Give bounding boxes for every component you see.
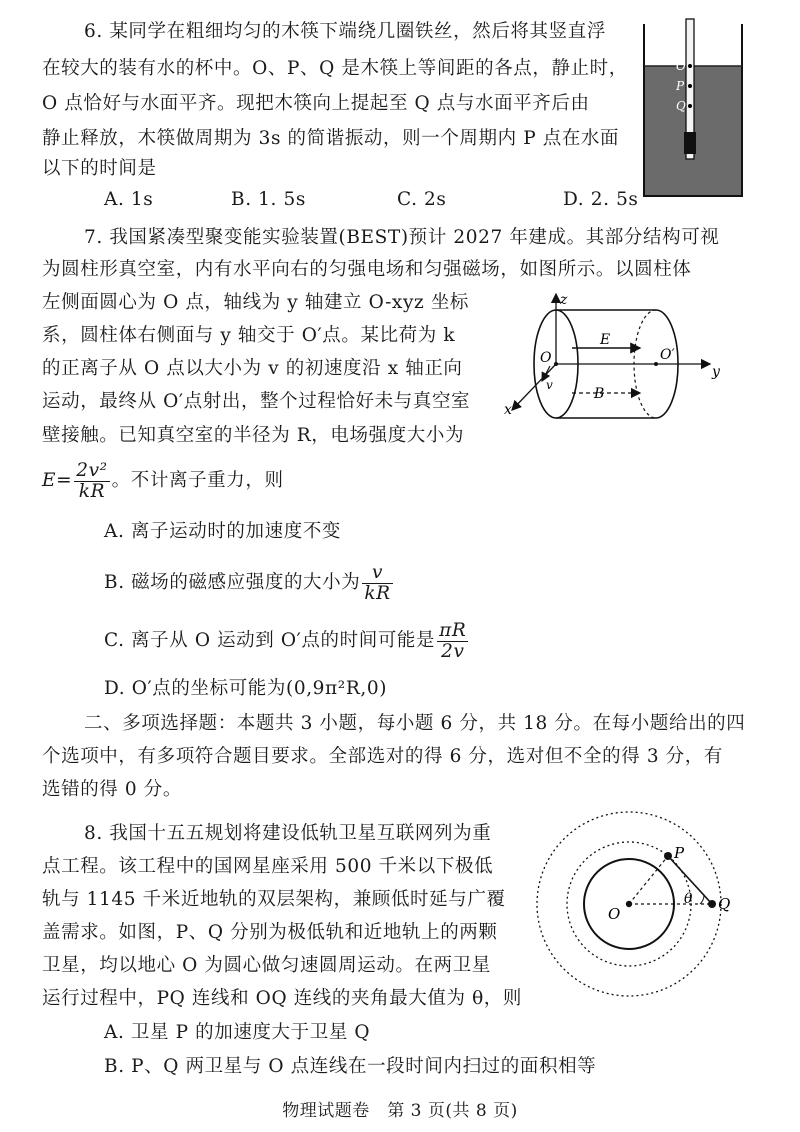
q6-option-c: C. 2s: [397, 189, 447, 210]
q7-option-b-denominator: kR: [364, 582, 391, 604]
iron-wire: [684, 132, 696, 154]
q7-line-4: 系，圆柱体右侧面与 y 轴交于 O′点。某比荷为 k: [42, 325, 456, 346]
q7-formula-line: [42, 456, 284, 506]
q7-option-a: A. 离子运动时的加速度不变: [104, 521, 342, 542]
q7-option-b: [104, 560, 395, 606]
q8-option-a: A. 卫星 P 的加速度大于卫星 Q: [104, 1022, 371, 1043]
label-x: x: [504, 402, 512, 418]
page-footer: 物理试题卷 第 3 页(共 8 页): [282, 1101, 518, 1121]
q6-line-2: 在较大的装有水的杯中。O、P、Q 是木筷上等间距的各点，静止时，: [42, 58, 628, 79]
label-p: P: [676, 79, 685, 93]
q7-line-2: 为圆柱形真空室，内有水平向右的匀强电场和匀强磁场，如图所示。以圆柱体: [42, 259, 692, 280]
satellite-p: [664, 852, 672, 860]
q8-line-2: 点工程。该工程中的国网星座采用 500 千米以下极低: [42, 856, 494, 877]
q8-line-3: 轨与 1145 千米近地轨的双层架构，兼顾低时延与广覆: [42, 889, 506, 910]
q8-option-b: B. P、Q 两卫星与 O 点连线在一段时间内扫过的面积相等: [104, 1056, 597, 1077]
q7-line-7: 壁接触。已知真空室的半径为 R，电场强度大小为: [42, 425, 465, 446]
label-b: B: [594, 386, 605, 402]
q6-option-a: A. 1s: [104, 189, 154, 210]
formula-denominator: kR: [78, 480, 106, 502]
q7-option-d: D. O′点的坐标可能为(0,9π²R,0): [104, 678, 388, 699]
q8-line-4: 盖需求。如图，P、Q 分别为极低轨和近地轨上的两颗: [42, 922, 498, 943]
formula-fraction: [74, 461, 109, 502]
q7-option-c-text: C. 离子从 O 运动到 O′点的时间可能是: [104, 630, 436, 651]
label-o: O: [540, 350, 552, 366]
label-v: v: [546, 378, 553, 392]
label-q: Q: [718, 895, 731, 913]
label-q: Q: [676, 99, 686, 113]
section2-line-2: 个选项中，有多项符合题目要求。全部选对的得 6 分，选对但不全的得 3 分，有: [42, 746, 723, 767]
label-o: O: [608, 905, 621, 923]
label-o: O: [676, 59, 686, 73]
q8-line-1: 8. 我国十五五规划将建设低轨卫星互联网列为重: [84, 823, 492, 844]
q8-line-5: 卫星，均以地心 O 为圆心做匀速圆周运动。在两卫星: [42, 955, 491, 976]
section2-line-3: 选错的得 0 分。: [42, 779, 182, 800]
q8-figure-orbits: [534, 806, 734, 1006]
q7-option-b-numerator: v: [362, 563, 392, 584]
label-p: P: [674, 844, 685, 862]
q6-line-5: 以下的时间是: [42, 158, 157, 179]
q7-option-c-denominator: 2v: [441, 640, 465, 662]
q7-line-3: 左侧面圆心为 O 点，轴线为 y 轴建立 O-xyz 坐标: [42, 292, 470, 313]
q7-line-6: 运动，最终从 O′点射出，整个过程恰好未与真空室: [42, 391, 471, 412]
q6-option-b: B. 1. 5s: [231, 189, 306, 210]
q6-line-1: 6. 某同学在粗细均匀的木筷下端绕几圈铁丝，然后将其竖直浮: [84, 21, 606, 42]
q6-figure-chopstick-cup: [640, 14, 746, 198]
q8-line-6: 运行过程中，PQ 连线和 OQ 连线的夹角最大值为 θ，则: [42, 988, 523, 1009]
q6-line-3: O 点恰好与水面平齐。现把木筷向上提起至 Q 点与水面平齐后由: [42, 93, 590, 114]
label-o-prime: O′: [660, 347, 675, 363]
q7-line-1: 7. 我国紧凑型聚变能实验装置(BEST)预计 2027 年建成。其部分结构可视: [84, 227, 720, 248]
formula-tail: 。不计离子重力，则: [111, 470, 284, 491]
label-y: y: [712, 364, 720, 380]
q7-line-5: 的正离子从 O 点以大小为 v 的初速度沿 x 轴正向: [42, 358, 463, 379]
q6-line-4: 静止释放，木筷做周期为 3s 的简谐振动，则一个周期内 P 点在水面: [42, 128, 620, 149]
label-theta: θ: [684, 891, 693, 907]
formula-lhs: E=: [42, 470, 73, 491]
formula-numerator: 2v²: [76, 459, 108, 481]
q7-figure-cylinder: [498, 282, 730, 432]
q7-option-c: [104, 618, 470, 664]
q6-option-d: D. 2. 5s: [563, 189, 639, 210]
label-e: E: [600, 332, 611, 348]
q7-option-c-numerator: πR: [439, 619, 467, 641]
label-z: z: [560, 292, 568, 308]
q7-option-b-fraction: [362, 563, 392, 604]
q7-option-c-fraction: [437, 621, 468, 662]
q7-option-b-text: B. 磁场的磁感应强度的大小为: [104, 572, 361, 593]
section2-line-1: 二、多项选择题：本题共 3 小题，每小题 6 分，共 18 分。在每小题给出的四: [84, 713, 746, 734]
satellite-q: [708, 900, 716, 908]
